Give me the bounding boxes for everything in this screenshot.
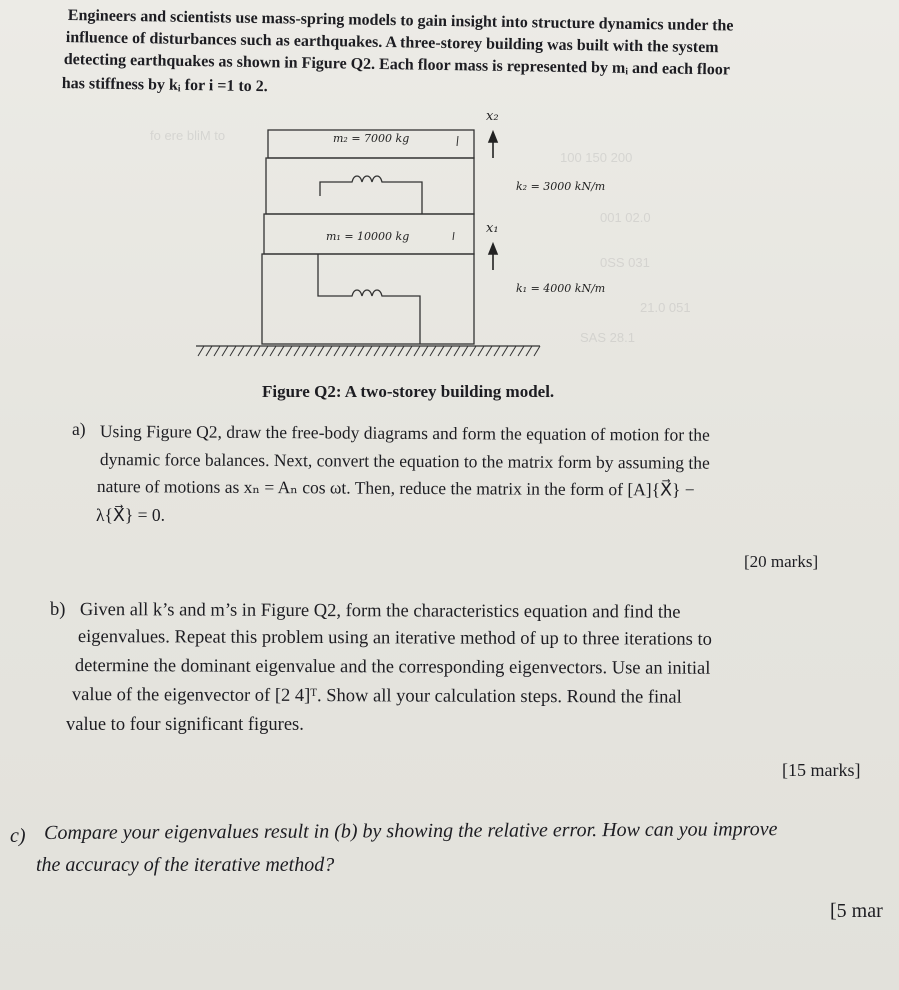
question-a-label: a) <box>72 419 86 439</box>
question-a-line-4: λ{X⃗} = 0. <box>96 505 166 525</box>
question-c-line-2: the accuracy of the iterative method? <box>36 854 335 876</box>
m1-label: m₁ = 10000 kg <box>326 230 410 243</box>
k2-label: k₂ = 3000 kN/m <box>516 180 606 193</box>
k1-label: k₁ = 4000 kN/m <box>516 282 606 295</box>
figure-caption: Figure Q2: A two-storey building model. <box>262 382 555 401</box>
building-model-figure <box>0 0 899 400</box>
x2-label: x₂ <box>486 109 499 124</box>
question-a-marks: [20 marks] <box>744 552 819 571</box>
spring-k1 <box>318 254 420 344</box>
question-a-line-2: dynamic force balances. Next, convert the equation to the matrix form by assuming the <box>99 448 710 473</box>
intro-line-2: influence of disturbances such as earthquakes. A three-storey building was built with the system <box>65 28 719 57</box>
x2-arrowhead <box>489 132 497 142</box>
question-b-label: b) <box>50 600 66 620</box>
intro-line-1: Engineers and scientists use mass-spring models to gain insight into structure dynamics under the <box>67 6 734 35</box>
question-c-label: c) <box>10 825 26 847</box>
x1-arrowhead <box>489 244 497 254</box>
spring-k2 <box>320 176 422 214</box>
question-c-line-1: Compare your eigenvalues result in (b) by showing the relative error. How can you improve <box>44 818 778 844</box>
intro-line-3: detecting earthquakes as shown in Figure Q2. Each floor mass is represented by mᵢ and each floor <box>63 50 731 79</box>
m2-label: m₂ = 7000 kg <box>333 132 410 145</box>
question-b-line-5: value to four significant figures. <box>66 715 304 735</box>
question-b-marks: [15 marks] <box>782 760 861 780</box>
question-a-line-1: Using Figure Q2, draw the free-body diagrams and form the equation of motion for the <box>99 420 710 445</box>
question-c-marks: [5 mar <box>830 900 883 922</box>
question-b-line-2: eigenvalues. Repeat this problem using an iterative method of up to three iterations to <box>77 627 712 650</box>
intro-line-4: has stiffness by kᵢ for i =1 to 2. <box>61 74 268 96</box>
question-b-line-4: value of the eigenvector of [2 4]ᵀ. Show all your calculation steps. Round the final <box>71 685 682 708</box>
x1-label: x₁ <box>486 221 499 236</box>
storey-2-frame <box>266 158 474 214</box>
question-a-line-3: nature of motions as xₙ = Aₙ cos ωt. Then, reduce the matrix in the form of [A]{X⃗} − <box>96 475 695 500</box>
question-b-line-1: Given all k’s and m’s in Figure Q2, form the characteristics equation and find the <box>79 600 681 623</box>
storey-1-frame <box>262 254 474 344</box>
question-b-line-3: determine the dominant eigenvalue and the corresponding eigenvectors. Use an initial <box>74 656 711 679</box>
